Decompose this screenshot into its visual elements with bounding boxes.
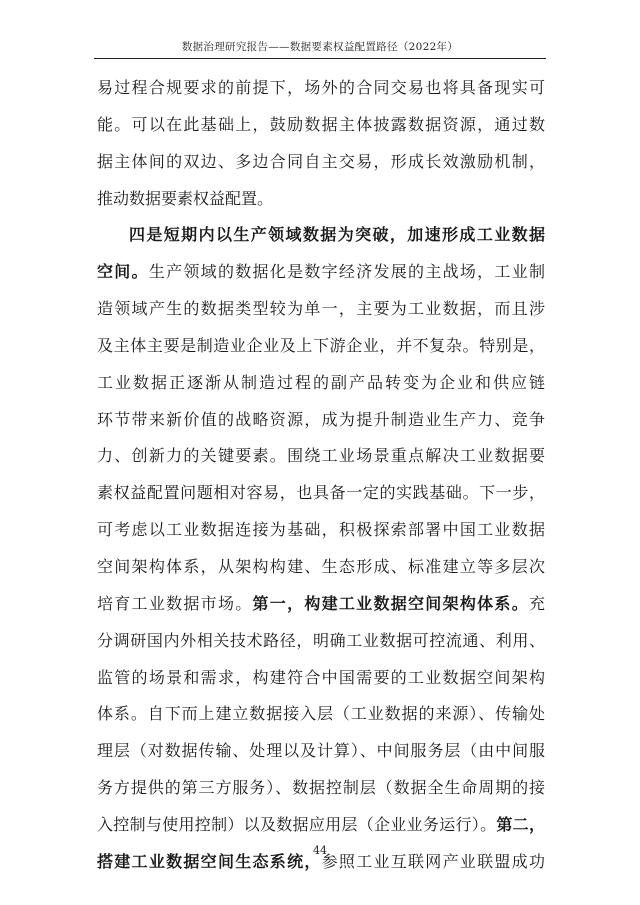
running-header: 数据治理研究报告——数据要素权益配置路径（2022年） [94, 36, 546, 59]
text-line: 空间架构体系，从架构构建、生态形成、标准建立等多层次 [97, 556, 545, 576]
text-line: 体系。自下而上建立数据接入层（工业数据的来源）、传输处 [97, 704, 545, 724]
text-line: 工业数据正逐渐从制造过程的副产品转变为企业和供应链 [97, 372, 545, 392]
text-line: 空间。生产领域的数据化是数字经济发展的主战场，工业制 [97, 262, 545, 282]
text-line: 力、创新力的关键要素。围绕工业场景重点解决工业数据要 [97, 446, 545, 466]
text-line: 分调研国内外相关技术路径，明确工业数据可控流通、利用、 [97, 630, 545, 650]
page-number: 44 [313, 844, 327, 857]
section-heading-line [97, 217, 545, 254]
text-line: 能。可以在此基础上，鼓励数据主体披露数据资源，通过数 [97, 114, 545, 134]
text-line: 推动数据要素权益配置。 [97, 188, 274, 208]
text-line: 环节带来新价值的战略资源，成为提升制造业生产力、竞争 [97, 409, 545, 429]
text-line: 入控制与使用控制）以及数据应用层（企业业务运行）。第二， [97, 814, 545, 834]
text-line: 监管的场景和需求，构建符合中国需要的工业数据空间架构 [97, 667, 545, 687]
text-line: 理层（对数据传输、处理以及计算）、中间服务层（由中间服 [97, 741, 545, 761]
text-line: 素权益配置问题相对容易，也具备一定的实践基础。下一步， [97, 483, 545, 503]
text-line: 造领域产生的数据类型较为单一，主要为工业数据，而且涉 [97, 299, 545, 319]
text-line: 易过程合规要求的前提下，场外的合同交易也将具备现实可 [97, 78, 545, 97]
text-line: 及主体主要是制造业企业及上下游企业，并不复杂。特别是， [97, 335, 545, 355]
text-line: 可考虑以工业数据连接为基础，积极探索部署中国工业数据 [97, 520, 545, 540]
bold-heading: 第二， [496, 814, 545, 834]
bold-heading: 第一，构建工业数据空间架构体系。 [252, 593, 529, 613]
text-line: 据主体间的双边、多边合同自主交易，形成长效激励机制， [97, 151, 545, 171]
text-line: 培育工业数据市场。第一，构建工业数据空间架构体系。充 [97, 593, 545, 613]
text-line: 务方提供的第三方服务）、数据控制层（数据全生命周期的接 [97, 778, 545, 798]
body-text [97, 70, 545, 881]
text-line: 搭建工业数据空间生态系统，参照工业互联网产业联盟成功 [97, 851, 545, 871]
bold-heading: 空间。 [97, 262, 149, 282]
bold-heading: 四是短期内以生产领域数据为突破，加速形成工业数据 [129, 225, 545, 245]
bold-heading: 搭建工业数据空间生态系统， [97, 851, 322, 871]
